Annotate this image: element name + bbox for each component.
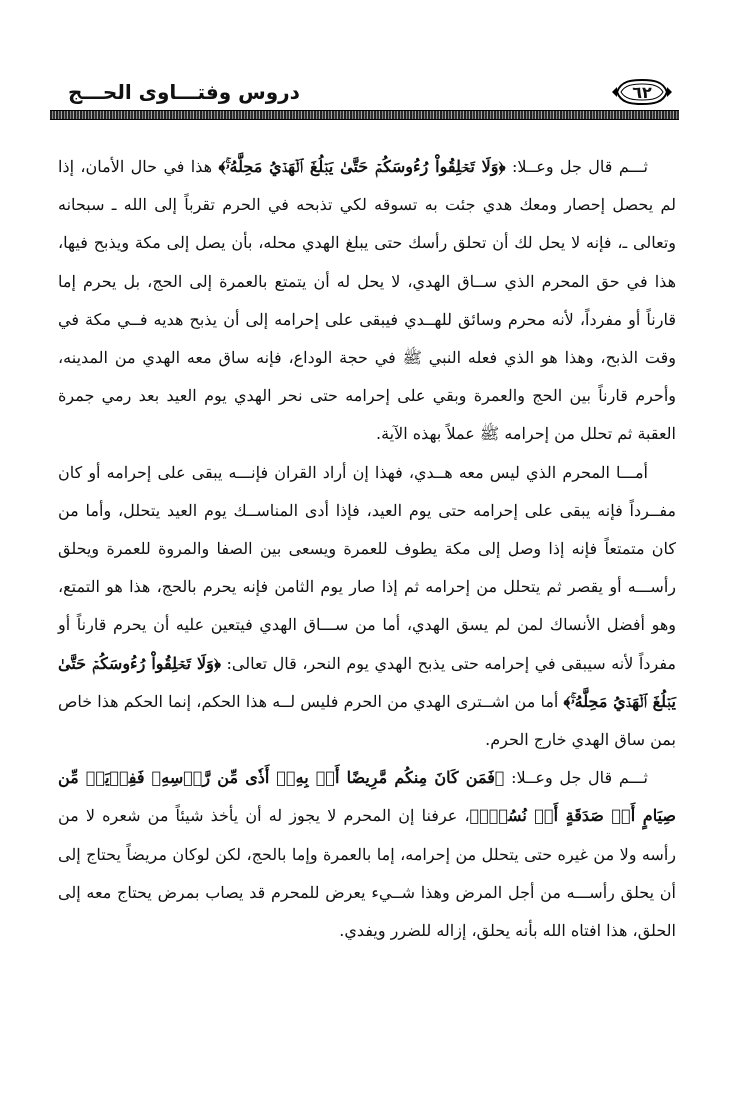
running-title: دروس وفتـــاوى الحـــج — [68, 80, 300, 104]
page-header — [50, 78, 679, 122]
quran-verse: ﴿فَمَن كَانَ مِنكُم مَّرِيضًا أَوۡ بِهِۦٓ أَذٗى مِّن رَّأۡسِهِۦ فَفِدۡيَةٞ مِّن صِيَامٍ أَوۡ صَدَقَةٍ أَوۡ نُسُكٖۚ﴾ — [58, 768, 676, 826]
paragraph — [58, 454, 676, 760]
text-run: أما من اشــترى الهدي من الحرم فليس لــه هذا الحكم، إنما الحكم هذا خاص بمن ساق الهدي خارج الحرم. — [58, 691, 676, 750]
page-number-badge — [611, 78, 673, 106]
text-run: ثـــم قال جل وعــلا: — [504, 768, 649, 788]
text-run: ثـــم قال جل وعــلا: — [505, 157, 648, 176]
paragraph — [58, 759, 676, 950]
text-run: هذا في حال الأمان، إذا لم يحصل إحصار ومعك هدي جئت به تسوقه لكي تذبحه في الحرم تقرباً إلى الله ـ سبحانه وتعالى ـ، فإنه لا يحل لك أن تحلق رأسك حتى يبلغ الهدي محله، بأن يصل إلى مكة ويذبح فيها، هذا في حق المحرم الذي ســاق الهدي، لا يحل له أن يتمتع بالعمرة إلى الحج، بل يحرم إما قارناً أو مفرداً، لأنه محرم وسائق للهــدي فيبقى على إحرامه إلى أن يذبح هديه فــي مكة في وقت الذبح، وهذا هو الذي فعله النبي ﷺ في حجة الوداع، فإنه ساق معه الهدي من المدينه، وأحرم قارناً بين الحج والعمرة وبقي على إحرامه حتى نحر الهدي يوم العيد بعد رمي جمرة العقبة ثم تحلل من إحرامه ﷺ عملاً بهذه الآية. — [58, 157, 676, 444]
paragraph — [58, 148, 676, 454]
quran-verse: ﴿وَلَا تَحۡلِقُواْ رُءُوسَكُمۡ حَتَّىٰ يَبۡلُغَ ٱلۡهَدۡيُ مَحِلَّهُۥۚ﴾ — [218, 157, 506, 176]
body-text — [58, 148, 676, 950]
page-number: ٦٢ — [632, 82, 652, 102]
header-rule — [50, 110, 679, 120]
quran-verse: ﴿وَلَا تَحۡلِقُواْ رُءُوسَكُمۡ حَتَّىٰ يَبۡلُغَ ٱلۡهَدۡيُ مَحِلَّهُۥۚ﴾ — [58, 653, 677, 711]
text-run: أمـــا المحرم الذي ليس معه هــدي، فهذا إن أراد القران فإنـــه يبقى على إحرامه أو كان مفــرداً فإنه يبقى على إحرامه حتى يوم العيد، فإذا أدى المناســك يوم العيد يتحلل، وأما من كان متمتعاً فإنه إذا وصل إلى مكة يطوف للعمرة ويسعى بين الصفا والمروة للعمرة ويحلق رأســـه أو يقصر ثم يتحلل من إحرامه ثم إذا صار يوم الثامن فإنه يحرم بالحج، هذا هو التمتع، وهو أفضل الأنساك لمن لم يسق الهدي، أما من ســـاق الهدي فيتعين عليه أن يحرم قارناً أو مفرداً لأنه سيبقى في إحرامه حتى يذبح الهدي يوم النحر، قال تعالى: — [58, 462, 676, 673]
text-run: ، عرفنا إن المحرم لا يجوز له أن يأخذ شيئاً من شعره لا من رأسه ولا من غيره حتى يتحلل من إحرامه، إما بالعمرة وإما بالحج، لكن لوكان مريضاً يحتاج إلى أن يحلق رأســـه من أجل المرض وهذا شــيء يعرض للمحرم قد يصاب بمرض يحتاج معه إلى الحلق، هذا افتاه الله بأنه يحلق، إزاله للضرر ويفدي. — [58, 806, 676, 941]
